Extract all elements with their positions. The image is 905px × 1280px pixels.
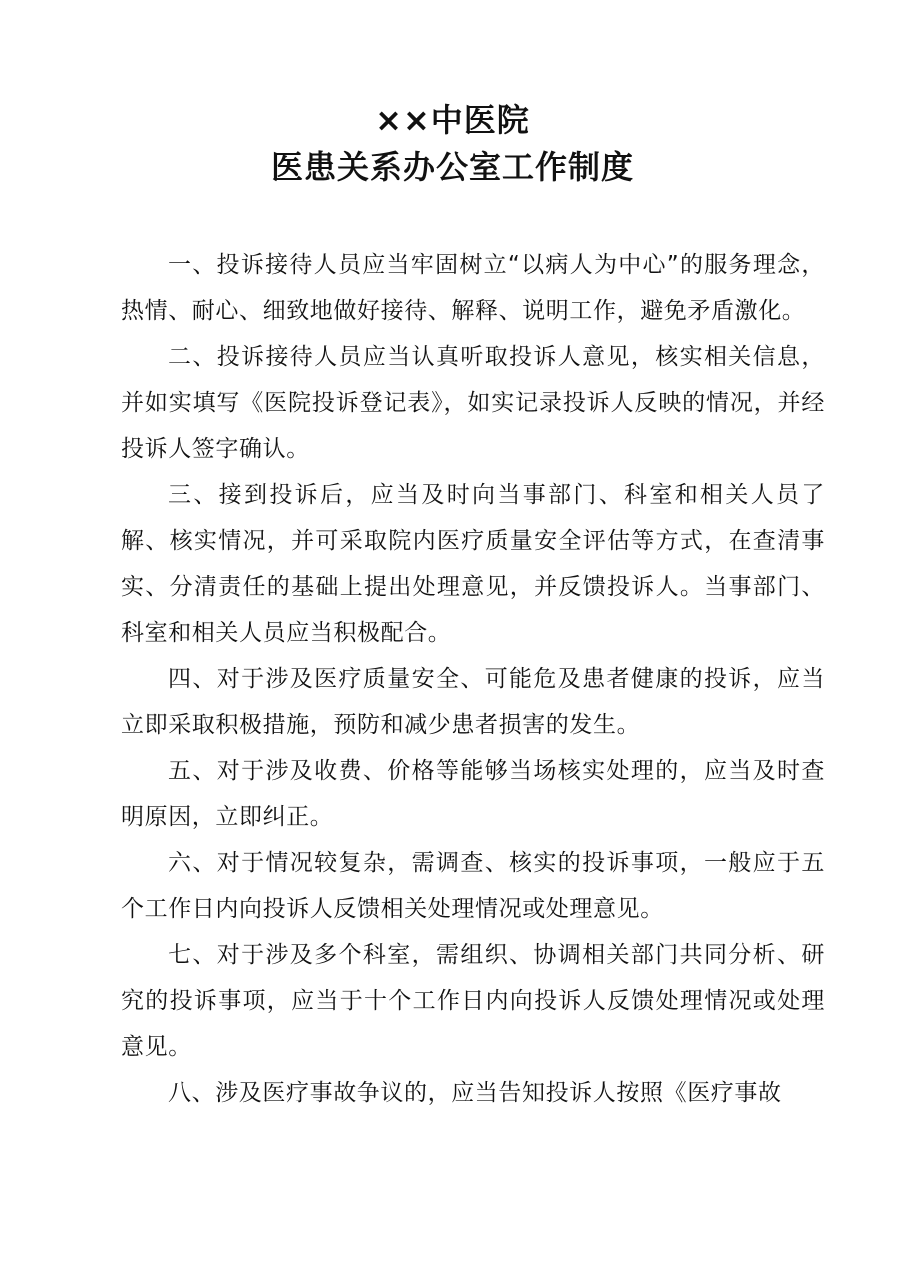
paragraph-5: 五、对于涉及收费、价格等能够当场核实处理的，应当及时查明原因，立即纠正。 (121, 758, 825, 830)
paragraph-7: 七、对于涉及多个科室，需组织、协调相关部门共同分析、研究的投诉事项，应当于十个工作日内向投诉人反馈处理情况或处理意见。 (121, 942, 825, 1060)
paragraph-8: 八、涉及医疗事故争议的，应当告知投诉人按照《医疗事故 (168, 1080, 782, 1106)
paragraph-2: 二、投诉接待人员应当认真听取投诉人意见，核实相关信息，并如实填写《医院投诉登记表》，如实记录投诉人反映的情况，并经投诉人签字确认。 (121, 344, 825, 462)
paragraph-6: 六、对于情况较复杂，需调查、核实的投诉事项，一般应于五个工作日内向投诉人反馈相关处理情况或处理意见。 (121, 850, 825, 922)
document-title-regulation: 医患关系办公室工作制度 (270, 148, 634, 186)
paragraph-4: 四、对于涉及医疗质量安全、可能危及患者健康的投诉，应当立即采取积极措施，预防和减少患者损害的发生。 (121, 666, 825, 738)
document-title-hospital: ××中医院 (375, 101, 530, 139)
document-body (121, 242, 825, 1116)
paragraph-1: 一、投诉接待人员应当牢固树立“以病人为中心”的服务理念，热情、耐心、细致地做好接待、解释、说明工作，避免矛盾激化。 (121, 252, 825, 324)
paragraph-3: 三、接到投诉后，应当及时向当事部门、科室和相关人员了解、核实情况，并可采取院内医疗质量安全评估等方式，在查清事实、分清责任的基础上提出处理意见，并反馈投诉人。当事部门、科室和相关人员应当积极配合。 (121, 482, 825, 646)
